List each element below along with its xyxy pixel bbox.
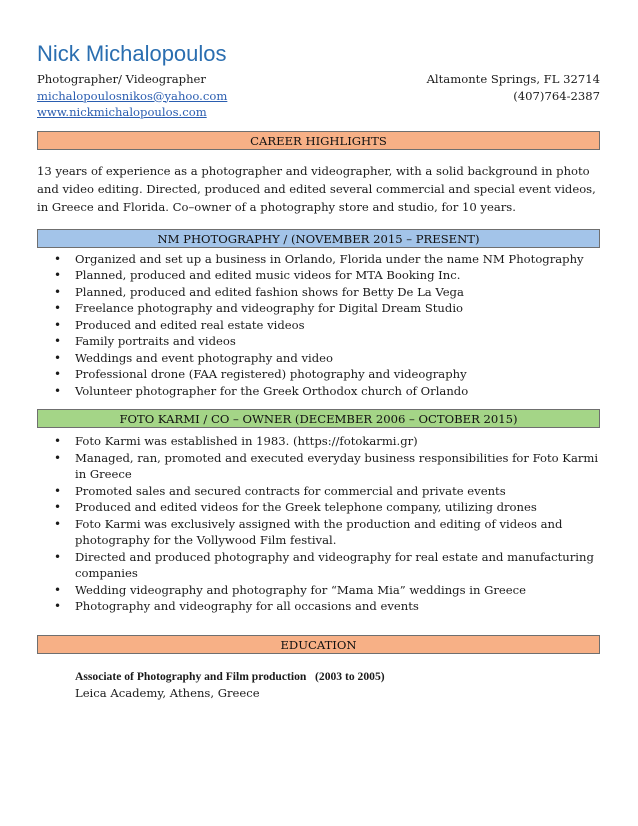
nm-photography-list [37,251,600,400]
nm-photography-heading: NM PHOTOGRAPHY / (NOVEMBER 2015 – PRESENT) [37,229,600,248]
contact-row-1 [37,71,600,88]
list-item: • Produced and edited videos for the Greek telephone company, utilizing drones [37,499,600,516]
list-item: • Planned, produced and edited fashion shows for Betty De La Vega [37,284,600,301]
list-item: • Family portraits and videos [37,333,600,350]
list-item: • Planned, produced and edited music videos for MTA Booking Inc. [37,267,600,284]
resume-page [37,40,600,702]
list-item: • Organized and set up a business in Orlando, Florida under the name NM Photography [37,251,600,268]
list-item: • Professional drone (FAA registered) photography and videography [37,366,600,383]
school-name: Leica Academy, Athens, Greece [75,686,260,700]
education-entry [37,669,600,702]
list-item: • Foto Karmi was exclusively assigned with the production and editing of videos and photography for the Vollywood Film festival. [37,516,600,549]
education-heading: EDUCATION [37,635,600,654]
website-link[interactable]: www.nickmichalopoulos.com [37,105,207,119]
list-item: • Volunteer photographer for the Greek Orthodox church of Orlando [37,383,600,400]
contact-row-3 [37,104,600,121]
list-item: • Managed, ran, promoted and executed everyday business responsibilities for Foto Karmi in Greece [37,450,600,483]
foto-karmi-list [37,433,600,615]
list-item: • Freelance photography and videography for Digital Dream Studio [37,300,600,317]
resume-name: Nick Michalopoulos [37,41,227,66]
list-item: • Weddings and event photography and video [37,350,600,367]
list-item: • Wedding videography and photography for “Mama Mia” weddings in Greece [37,582,600,599]
phone-number: (407)764-2387 [513,88,600,103]
job-title: Photographer/ Videographer [37,72,206,86]
list-item: • Directed and produced photography and videography for real estate and manufacturing companies [37,549,600,582]
career-highlights-heading: CAREER HIGHLIGHTS [37,131,600,150]
list-item: • Produced and edited real estate videos [37,317,600,334]
location: Altamonte Springs, FL 32714 [426,72,600,86]
list-item: • Promoted sales and secured contracts for commercial and private events [37,483,600,500]
degree-title: Associate of Photography and Film production (2003 to 2005) [75,669,385,683]
career-summary: 13 years of experience as a photographer and videographer, with a solid background in photo and video editing. Directed, produced and edited several commercial and special event videos, in Greece and Florida. Co–owner of a photography store and studio, for 10 years. [37,163,596,214]
email-link[interactable]: michalopoulosnikos@yahoo.com [37,88,228,103]
list-item: • Photography and videography for all occasions and events [37,598,600,615]
contact-row-2 [37,88,600,105]
foto-karmi-heading: FOTO KARMI / CO – OWNER (DECEMBER 2006 – OCTOBER 2015) [37,409,600,428]
list-item: • Foto Karmi was established in 1983. (https://fotokarmi.gr) [37,433,600,450]
